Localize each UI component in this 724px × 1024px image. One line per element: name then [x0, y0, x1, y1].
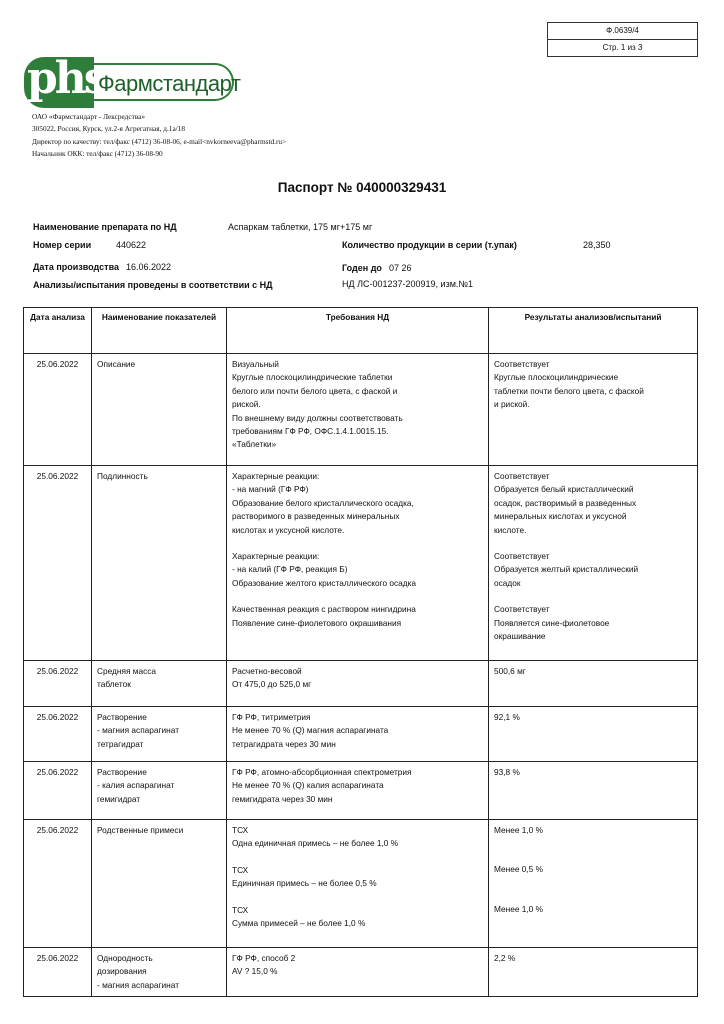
requirement-line: Образование желтого кристаллического осадка — [232, 577, 417, 588]
result-cell — [489, 354, 698, 466]
result-line — [494, 837, 692, 850]
indicator-name-line: Растворение — [97, 712, 147, 722]
indicator-name-line: Родственные примеси — [97, 825, 184, 835]
header-results: Результаты анализов/испытаний — [489, 308, 698, 354]
indicator-name-cell — [92, 762, 227, 820]
requirement-line: ГФ РФ, атомно-абсорбционная спектрометрия — [232, 767, 412, 777]
requirement-line: - на магний (ГФ РФ) — [232, 484, 309, 495]
indicator-name-line: - магния аспарагинат — [97, 979, 180, 990]
table-row — [24, 707, 698, 762]
requirement-line: - на калий (ГФ РФ, реакция Б) — [232, 564, 348, 575]
table-row — [24, 466, 698, 661]
result-cell — [489, 707, 698, 762]
requirement-line: растворимого в разведенных минеральных — [232, 511, 400, 522]
series-value: 440622 — [116, 240, 147, 250]
table-row — [24, 820, 698, 948]
requirement-line: Расчетно-весовой — [232, 666, 302, 676]
requirement-line: тетрагидрата через 30 мин — [232, 738, 336, 749]
result-cell — [489, 466, 698, 661]
result-line — [494, 590, 692, 603]
indicator-name-cell — [92, 820, 227, 948]
production-date-value: 16.06.2022 — [126, 262, 172, 272]
requirement-line: Появление сине-фиолетового окрашивания — [232, 617, 402, 628]
analysis-date: 25.06.2022 — [24, 466, 92, 661]
result-line: и риской. — [494, 399, 530, 410]
indicator-name-line: таблеток — [97, 679, 131, 690]
requirement-cell — [227, 466, 489, 661]
company-line: 305022, Россия, Курск, ул.2-я Агрегатная, д.1а/18 — [32, 124, 186, 134]
result-cell — [489, 661, 698, 707]
result-line — [494, 537, 692, 550]
quantity-value: 28,350 — [583, 240, 611, 250]
company-line: Начальник ОКК: тел/факс (4712) 36-08-90 — [32, 149, 163, 159]
requirement-line: риской. — [232, 399, 261, 410]
table-row — [24, 762, 698, 820]
analysis-date: 25.06.2022 — [24, 707, 92, 762]
requirement-line: Единичная примесь – не более 0,5 % — [232, 878, 377, 889]
result-line: минеральных кислотах и уксусной — [494, 511, 627, 522]
result-line: Менее 1,0 % — [494, 903, 543, 914]
requirement-line: Характерные реакции: — [232, 551, 320, 562]
requirement-line — [232, 590, 483, 603]
requirement-cell — [227, 948, 489, 997]
requirement-line: Качественная реакция с раствором нингидрина — [232, 604, 416, 615]
analysis-date: 25.06.2022 — [24, 661, 92, 707]
requirement-line: Не менее 70 % (Q) магния аспарагината — [232, 725, 389, 736]
result-line: Образуется желтый кристаллический — [494, 564, 639, 575]
result-line: 93,8 % — [494, 767, 520, 777]
table-body — [24, 354, 698, 997]
requirement-line: белого или почти белого цвета, с фаской и — [232, 385, 398, 396]
requirement-line: «Таблетки» — [232, 439, 277, 450]
result-line: Соответствует — [494, 471, 550, 481]
requirement-line: AV ? 15,0 % — [232, 966, 278, 977]
result-line: кислоте. — [494, 524, 527, 535]
page-counter: Стр. 1 из 3 — [548, 39, 697, 56]
company-info — [32, 111, 286, 161]
requirement-line — [232, 891, 483, 904]
result-line: Соответствует — [494, 359, 550, 369]
requirement-line: Образование белого кристаллического осадка, — [232, 497, 414, 508]
analysis-date: 25.06.2022 — [24, 762, 92, 820]
logo-letters: phs — [27, 53, 106, 104]
expiry-label: Годен до — [342, 263, 382, 273]
result-line — [494, 877, 692, 890]
requirement-line: Визуальный — [232, 359, 279, 369]
indicator-name-line: Средняя масса — [97, 666, 156, 676]
result-cell — [489, 948, 698, 997]
requirement-line: требованиям ГФ РФ, ОФС.1.4.1.0015.15. — [232, 426, 389, 437]
analysis-value: НД ЛС-001237-200919, изм.№1 — [342, 279, 474, 289]
indicator-name-line: гемигидрат — [97, 793, 141, 804]
company-line: ОАО «Фармстандарт - Лексредства» — [32, 112, 146, 121]
company-logo — [24, 53, 241, 108]
result-cell — [489, 820, 698, 948]
result-line: окрашивание — [494, 631, 546, 642]
table-header-row — [24, 308, 698, 354]
result-line: 92,1 % — [494, 712, 520, 722]
requirement-line — [232, 537, 483, 550]
result-cell — [489, 762, 698, 820]
result-line: Соответствует — [494, 551, 550, 562]
requirement-cell — [227, 354, 489, 466]
result-line: Образуется белый кристаллический — [494, 484, 634, 495]
requirement-cell — [227, 820, 489, 948]
quantity-label: Количество продукции в серии (т.упак) — [342, 240, 517, 250]
result-line: Соответствует — [494, 604, 550, 615]
requirement-line: ГФ РФ, способ 2 — [232, 953, 296, 963]
requirement-line: Круглые плоскоцилиндрические таблетки — [232, 372, 393, 383]
indicator-name-cell — [92, 354, 227, 466]
form-code: Ф.0639/4 — [606, 26, 639, 35]
requirement-cell — [227, 661, 489, 707]
result-line: Менее 0,5 % — [494, 864, 543, 875]
requirement-line: кислотах и уксусной кислоте. — [232, 524, 345, 535]
drug-label: Наименование препарата по НД — [33, 222, 177, 232]
requirement-cell — [227, 762, 489, 820]
logo-name: Фармстандарт — [94, 63, 234, 101]
indicator-name-line: - магния аспарагинат — [97, 725, 180, 736]
header-indicator: Наименование показателей — [92, 308, 227, 354]
indicator-name-line: - калия аспарагинат — [97, 780, 175, 791]
result-line — [494, 890, 692, 903]
requirement-line: гемигидрата через 30 мин — [232, 793, 333, 804]
requirement-line: Одна единичная примесь – не более 1,0 % — [232, 838, 399, 849]
result-line: 2,2 % — [494, 953, 516, 963]
requirement-line: Не менее 70 % (Q) калия аспарагината — [232, 780, 384, 791]
requirement-line: ТСХ — [232, 825, 249, 835]
production-date-label: Дата производства — [33, 262, 119, 272]
requirement-line: ТСХ — [232, 904, 249, 915]
header-date: Дата анализа — [24, 308, 92, 354]
analysis-date: 25.06.2022 — [24, 820, 92, 948]
analysis-label: Анализы/испытания проведены в соответствии с НД — [33, 280, 273, 290]
requirement-line: По внешнему виду должны соответствовать — [232, 412, 403, 423]
table-row — [24, 661, 698, 707]
indicator-name-cell — [92, 707, 227, 762]
indicator-name-line: Подлинность — [97, 471, 148, 481]
indicator-name-line: Описание — [97, 359, 136, 369]
indicator-name-line: дозирования — [97, 966, 147, 977]
form-number-box — [547, 22, 698, 57]
result-line: 500,6 мг — [494, 666, 526, 676]
requirement-cell — [227, 707, 489, 762]
requirement-line: Сумма примесей – не более 1,0 % — [232, 918, 366, 929]
table-row — [24, 948, 698, 997]
company-line: Директор по качеству: тел/факс (4712) 36-08-06, e-mail<nvkorneeva@pharmstd.ru> — [32, 136, 287, 146]
drug-value: Аспаркам таблетки, 175 мг+175 мг — [228, 222, 373, 232]
requirement-line: ГФ РФ, титриметрия — [232, 712, 311, 722]
passport-title: Паспорт № 040000329431 — [277, 180, 447, 195]
indicator-name-cell — [92, 948, 227, 997]
indicator-name-line: Однородность — [97, 953, 153, 963]
requirement-line — [232, 851, 483, 864]
analysis-date: 25.06.2022 — [24, 354, 92, 466]
indicator-name-cell — [92, 661, 227, 707]
series-label: Номер серии — [33, 240, 92, 250]
analysis-date: 25.06.2022 — [24, 948, 92, 997]
result-line: осадок, растворимый в разведенных — [494, 497, 637, 508]
result-line — [494, 850, 692, 863]
result-line: Круглые плоскоцилиндрические — [494, 372, 619, 383]
header-requirements: Требования НД — [227, 308, 489, 354]
table-row — [24, 354, 698, 466]
result-line: осадок — [494, 577, 521, 588]
result-line: таблетки почти белого цвета, с фаской — [494, 385, 644, 396]
indicator-name-line: Растворение — [97, 767, 147, 777]
result-line: Появляется сине-фиолетовое — [494, 617, 610, 628]
analysis-table — [23, 307, 698, 997]
requirement-line: ТСХ — [232, 864, 249, 875]
expiry-value: 07 26 — [389, 263, 412, 273]
result-line: Менее 1,0 % — [494, 825, 543, 835]
requirement-line: Характерные реакции: — [232, 471, 320, 481]
indicator-name-line: тетрагидрат — [97, 738, 144, 749]
logo-mark — [24, 53, 106, 108]
requirement-line: От 475,0 до 525,0 мг — [232, 679, 312, 690]
indicator-name-cell — [92, 466, 227, 661]
